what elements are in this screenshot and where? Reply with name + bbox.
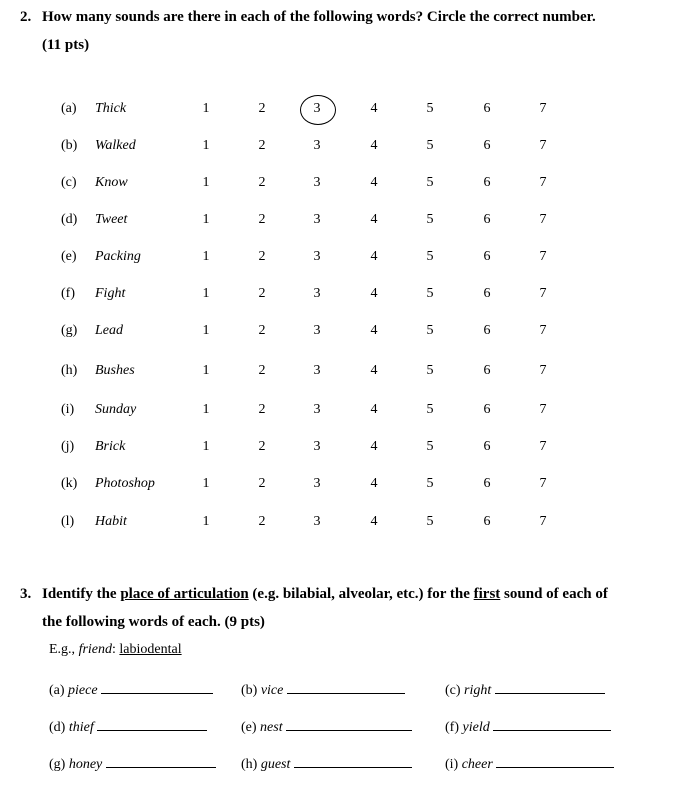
q3-answer-blank[interactable] <box>495 679 605 694</box>
q2-option-number[interactable]: 3 <box>313 212 321 227</box>
q2-option-number[interactable]: 4 <box>370 138 378 153</box>
q3-example-answer: labiodental <box>119 642 182 657</box>
q3-answer-blank[interactable] <box>493 716 611 731</box>
q3-prompt-place-of-articulation: place of articulation <box>120 586 249 602</box>
q2-option-number[interactable]: 2 <box>258 363 266 378</box>
q3-prompt <box>42 586 608 603</box>
q3-number: 3. <box>20 586 32 602</box>
q3-prompt-first: first <box>473 586 501 602</box>
q2-option-number[interactable]: 7 <box>539 212 547 227</box>
q3-example-prefix: E.g., <box>49 642 79 657</box>
q2-row-word: Walked <box>95 138 136 153</box>
q2-option-number[interactable]: 1 <box>202 476 210 491</box>
q3-prompt-pre: Identify the <box>42 586 121 602</box>
q2-option-number[interactable]: 2 <box>258 402 266 417</box>
q2-row-word: Bushes <box>95 363 135 378</box>
q2-option-number[interactable]: 4 <box>370 439 378 454</box>
q3-answer-blank[interactable] <box>97 716 207 731</box>
q3-item <box>241 716 412 736</box>
q2-option-number[interactable]: 7 <box>539 402 547 417</box>
q2-option-number[interactable]: 1 <box>202 286 210 301</box>
q2-option-number[interactable]: 3 <box>313 323 321 338</box>
q2-row-letter: (f) <box>61 286 75 301</box>
q2-option-number[interactable]: 6 <box>483 286 491 301</box>
q3-item-letter: (c) <box>445 683 465 698</box>
q2-option-number[interactable]: 4 <box>370 101 378 116</box>
q2-option-number[interactable]: 3 <box>313 101 321 116</box>
q2-row-letter: (a) <box>61 101 77 116</box>
q2-option-number[interactable]: 6 <box>483 101 491 116</box>
q3-example-sep: : <box>112 642 120 657</box>
q2-option-number[interactable]: 7 <box>539 138 547 153</box>
q2-option-number[interactable]: 6 <box>483 249 491 264</box>
q3-item-word: honey <box>68 757 103 772</box>
q3-example-word: friend <box>78 642 113 657</box>
q2-option-number[interactable]: 2 <box>258 175 266 190</box>
q3-item-word: piece <box>68 683 98 698</box>
q2-option-number[interactable]: 2 <box>258 286 266 301</box>
q3-item-letter: (e) <box>241 720 261 735</box>
q2-answer-circle <box>300 95 336 125</box>
q2-option-number[interactable]: 6 <box>483 402 491 417</box>
q3-answer-blank[interactable] <box>106 753 216 768</box>
q2-points: (11 pts) <box>42 37 90 53</box>
q2-option-number[interactable]: 5 <box>426 514 434 529</box>
q2-option-number[interactable]: 5 <box>426 212 434 227</box>
q3-item-letter: (b) <box>241 683 261 698</box>
q3-item <box>445 679 605 699</box>
q2-option-number[interactable]: 3 <box>313 175 321 190</box>
q3-item-word: cheer <box>461 757 493 772</box>
q2-option-number[interactable]: 7 <box>539 514 547 529</box>
q2-option-number[interactable]: 1 <box>202 101 210 116</box>
q2-option-number[interactable]: 6 <box>483 439 491 454</box>
q2-option-number[interactable]: 4 <box>370 212 378 227</box>
q2-option-number[interactable]: 5 <box>426 138 434 153</box>
q2-option-number[interactable]: 5 <box>426 286 434 301</box>
q2-option-number[interactable]: 6 <box>483 514 491 529</box>
q2-option-number[interactable]: 4 <box>370 323 378 338</box>
q2-option-number[interactable]: 6 <box>483 476 491 491</box>
q2-row-word: Brick <box>95 439 126 454</box>
q2-row-letter: (i) <box>61 402 75 417</box>
q2-option-number[interactable]: 7 <box>539 286 547 301</box>
q2-option-number[interactable]: 6 <box>483 175 491 190</box>
q2-row-word: Lead <box>95 323 123 338</box>
q2-option-number[interactable]: 7 <box>539 476 547 491</box>
q2-row-word: Photoshop <box>95 476 155 491</box>
q2-option-number[interactable]: 7 <box>539 101 547 116</box>
q2-option-number[interactable]: 7 <box>539 439 547 454</box>
q3-item-word: thief <box>68 720 94 735</box>
q2-option-number[interactable]: 2 <box>258 138 266 153</box>
q3-item <box>241 679 405 699</box>
q2-row-word: Thick <box>95 101 127 116</box>
q2-row-letter: (c) <box>61 175 77 190</box>
q3-item-letter: (a) <box>49 683 69 698</box>
q2-row-letter: (j) <box>61 439 75 454</box>
q2-row-letter: (g) <box>61 323 78 338</box>
q2-option-number[interactable]: 3 <box>313 514 321 529</box>
q2-option-number[interactable]: 1 <box>202 175 210 190</box>
q2-row-letter: (h) <box>61 363 78 378</box>
q2-option-number[interactable]: 6 <box>483 138 491 153</box>
q2-option-number[interactable]: 5 <box>426 439 434 454</box>
q3-item-word: nest <box>260 720 283 735</box>
q2-option-number[interactable]: 6 <box>483 363 491 378</box>
q2-row-word: Habit <box>95 514 127 529</box>
q2-option-number[interactable]: 7 <box>539 249 547 264</box>
q2-option-number[interactable]: 2 <box>258 323 266 338</box>
q2-option-number[interactable]: 5 <box>426 402 434 417</box>
q2-option-number[interactable]: 6 <box>483 323 491 338</box>
q2-option-number[interactable]: 4 <box>370 175 378 190</box>
q2-option-number[interactable]: 3 <box>313 286 321 301</box>
q2-option-number[interactable]: 5 <box>426 175 434 190</box>
q3-prompt-line2: the following words of each. (9 pts) <box>42 614 265 630</box>
q3-item-word: right <box>464 683 492 698</box>
q3-item-letter: (d) <box>49 720 69 735</box>
q2-option-number[interactable]: 5 <box>426 249 434 264</box>
q2-number: 2. <box>20 9 32 25</box>
q3-item <box>241 753 412 773</box>
q2-row-letter: (k) <box>61 476 78 491</box>
q2-option-number[interactable]: 1 <box>202 323 210 338</box>
q2-option-number[interactable]: 4 <box>370 514 378 529</box>
q3-item-word: yield <box>462 720 490 735</box>
q2-option-number[interactable]: 1 <box>202 212 210 227</box>
q3-answer-blank[interactable] <box>294 753 412 768</box>
q2-option-number[interactable]: 2 <box>258 514 266 529</box>
q2-option-number[interactable]: 3 <box>313 363 321 378</box>
q2-option-number[interactable]: 3 <box>313 476 321 491</box>
q3-item <box>445 753 614 773</box>
q2-option-number[interactable]: 1 <box>202 514 210 529</box>
q3-item-word: vice <box>260 683 284 698</box>
q2-row-word: Sunday <box>95 402 137 417</box>
q2-option-number[interactable]: 5 <box>426 323 434 338</box>
q3-prompt-post: sound of each of <box>500 586 608 602</box>
q2-option-number[interactable]: 1 <box>202 138 210 153</box>
q2-option-number[interactable]: 7 <box>539 175 547 190</box>
q2-option-number[interactable]: 2 <box>258 439 266 454</box>
q3-prompt-mid: (e.g. bilabial, alveolar, etc.) for the <box>248 586 474 602</box>
q2-option-number[interactable]: 1 <box>202 249 210 264</box>
q3-item <box>49 753 216 773</box>
q2-option-number[interactable]: 4 <box>370 476 378 491</box>
q3-item-letter: (i) <box>445 757 462 772</box>
q2-option-number[interactable]: 5 <box>426 363 434 378</box>
q3-item <box>49 716 207 736</box>
q3-answer-blank[interactable] <box>286 716 412 731</box>
q2-option-number[interactable]: 3 <box>313 249 321 264</box>
q2-option-number[interactable]: 1 <box>202 439 210 454</box>
q3-answer-blank[interactable] <box>287 679 405 694</box>
q2-option-number[interactable]: 5 <box>426 476 434 491</box>
q2-option-number[interactable]: 2 <box>258 212 266 227</box>
q3-example <box>49 642 182 658</box>
q2-option-number[interactable]: 3 <box>313 138 321 153</box>
q2-option-number[interactable]: 2 <box>258 476 266 491</box>
q2-option-number[interactable]: 4 <box>370 286 378 301</box>
q2-row-word: Packing <box>95 249 141 264</box>
q2-option-number[interactable]: 6 <box>483 212 491 227</box>
q2-option-number[interactable]: 5 <box>426 101 434 116</box>
q3-answer-blank[interactable] <box>496 753 614 768</box>
q3-item-letter: (h) <box>241 757 261 772</box>
q2-option-number[interactable]: 3 <box>313 402 321 417</box>
q3-item-letter: (f) <box>445 720 463 735</box>
q2-option-number[interactable]: 2 <box>258 101 266 116</box>
q2-row-word: Fight <box>95 286 126 301</box>
q2-option-number[interactable]: 7 <box>539 363 547 378</box>
q2-option-number[interactable]: 4 <box>370 363 378 378</box>
q2-option-number[interactable]: 3 <box>313 439 321 454</box>
q2-prompt: How many sounds are there in each of the following words? Circle the correct number. <box>42 9 596 25</box>
q3-item <box>49 679 213 699</box>
q3-item-letter: (g) <box>49 757 69 772</box>
q3-item <box>445 716 611 736</box>
q2-row-letter: (b) <box>61 138 78 153</box>
q2-option-number[interactable]: 7 <box>539 323 547 338</box>
q2-row-letter: (l) <box>61 514 75 529</box>
q2-row-letter: (e) <box>61 249 77 264</box>
q3-item-word: guest <box>260 757 291 772</box>
q2-row-letter: (d) <box>61 212 78 227</box>
q2-option-number[interactable]: 1 <box>202 363 210 378</box>
q2-row-word: Tweet <box>95 212 128 227</box>
q3-answer-blank[interactable] <box>101 679 213 694</box>
q2-row-word: Know <box>95 175 128 190</box>
q2-option-number[interactable]: 1 <box>202 402 210 417</box>
q2-option-number[interactable]: 4 <box>370 402 378 417</box>
q2-option-number[interactable]: 4 <box>370 249 378 264</box>
q2-option-number[interactable]: 2 <box>258 249 266 264</box>
